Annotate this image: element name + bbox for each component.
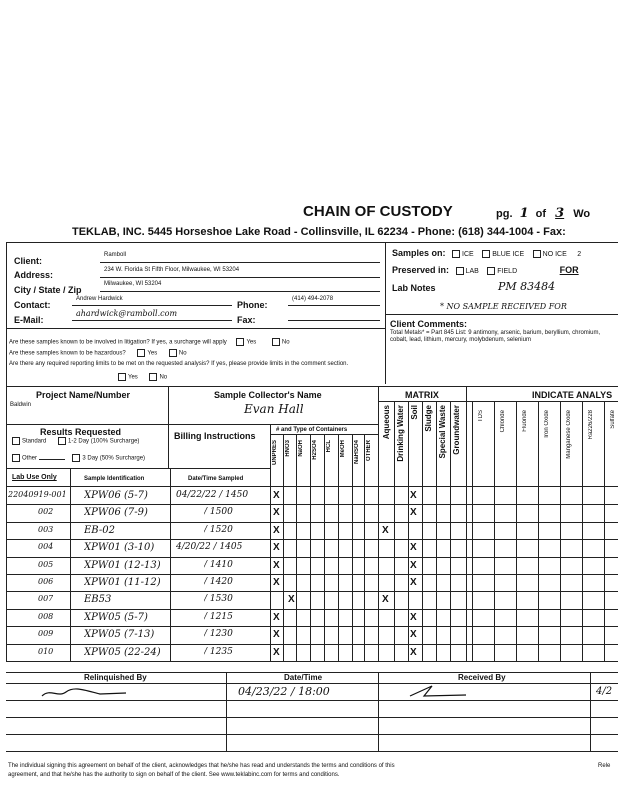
city-label: City / State / Zip [14, 285, 82, 295]
client-value[interactable]: Ramboll [104, 252, 127, 258]
sample-id[interactable]: XPW05 (7-13) [84, 629, 155, 641]
unpres-mark: X [273, 646, 280, 658]
date-time-sampled[interactable]: / 1235 [204, 646, 233, 657]
project-name-label: Project Name/Number [36, 390, 131, 400]
sample-id[interactable]: XPW05 (22-24) [84, 646, 161, 658]
project-name-value[interactable]: Baldwin [10, 402, 32, 408]
matrix-mark: X [410, 542, 417, 554]
analysis-label: INDICATE ANALYS [532, 390, 613, 400]
litigation-yes-checkbox[interactable] [236, 338, 244, 346]
matrix-mark: X [382, 594, 389, 606]
matrix-mark: X [382, 524, 389, 536]
other-option: Other 3 Day (50% Surcharge) [12, 454, 145, 463]
lab-notes-handwriting-2: * NO SAMPLE RECEIVED FOR [440, 302, 567, 311]
lab-id[interactable]: 008 [38, 611, 54, 621]
litigation-no-checkbox[interactable] [272, 338, 280, 346]
date-time-sampled[interactable]: / 1230 [204, 629, 233, 640]
analysis-col-fluoride: Fluoride [522, 410, 528, 432]
lab-id[interactable]: 010 [38, 646, 54, 656]
date-time-sampled[interactable]: / 1215 [204, 611, 233, 622]
samples-on-row: Samples on: ICE BLUE ICE NO ICE 2 [392, 248, 582, 258]
page-total-value: 3 [555, 206, 565, 221]
container-type-other: OTHER [366, 440, 372, 461]
lab-id[interactable]: 22040919-001 [8, 490, 67, 499]
sample-id[interactable]: EB-02 [84, 524, 115, 536]
matrix-label: MATRIX [405, 390, 439, 400]
footer-terms-line1: The individual signing this agreement on behalf of the client, acknowledges that he/she has read and understands the terms and conditions of this [8, 763, 395, 769]
email-label: E-Mail: [14, 315, 44, 325]
email-value[interactable]: ahardwick@ramboll.com [76, 309, 178, 318]
date-time-sampled[interactable]: / 1410 [204, 559, 233, 570]
limits-no-checkbox[interactable] [149, 373, 157, 381]
limits-options: Yes No [118, 373, 167, 382]
results-requested-label: Results Requested [40, 427, 122, 437]
date-time-sampled-header: Date/Time Sampled [188, 476, 244, 482]
matrix-mark: X [410, 490, 417, 501]
received-by-header: Received By [458, 673, 506, 682]
rush-3-day-checkbox[interactable] [72, 454, 80, 462]
matrix-col-groundwater: Groundwater [452, 405, 461, 455]
form-title: CHAIN OF CUSTODY [303, 203, 453, 220]
client-comments-text: Total Metals* = Part 845 List: 9 antimony, arsenic, barium, beryllium, chromium, cobalt, lead, lithium, mercury, molybdenum, selenium [390, 330, 601, 343]
matrix-mark: X [410, 577, 417, 588]
date-time-sampled[interactable]: / 1520 [204, 524, 233, 535]
sample-id[interactable]: XPW05 (5-7) [84, 611, 148, 623]
unpres-mark: X [273, 611, 280, 623]
billing-instructions-label: Billing Instructions [174, 431, 256, 441]
preserved-lab-checkbox[interactable] [456, 267, 464, 275]
matrix-mark: X [410, 559, 417, 571]
unpres-mark: X [273, 542, 280, 554]
standard-option: Standard 1-2 Day (100% Surcharge) [12, 437, 139, 446]
sample-id[interactable]: XPW06 (7-9) [84, 507, 148, 519]
lab-id[interactable]: 006 [38, 577, 54, 586]
ice-checkbox[interactable] [452, 250, 460, 258]
sample-id[interactable]: XPW01 (11-12) [84, 577, 161, 588]
sample-id[interactable]: EB53 [84, 594, 112, 606]
collector-label: Sample Collector's Name [214, 390, 322, 400]
date-time-sampled[interactable]: / 1500 [204, 507, 233, 518]
sample-id[interactable]: XPW01 (12-13) [84, 559, 161, 571]
matrix-col-sludge: Sludge [424, 405, 433, 432]
matrix-col-aqueous: Aqueous [382, 405, 391, 440]
other-checkbox[interactable] [12, 454, 20, 462]
relinquished-date[interactable]: 04/23/22 / 18:00 [238, 685, 330, 698]
date-time-header: Date/Time [284, 673, 323, 682]
sample-id[interactable]: XPW01 (3-10) [84, 542, 155, 554]
page-number-label: pg. 1 of 3 Wo [496, 206, 591, 221]
collector-value[interactable]: Evan Hall [244, 402, 304, 416]
analysis-col-tds: TDS [478, 410, 484, 422]
matrix-mark: X [410, 611, 417, 623]
lab-id[interactable]: 009 [38, 629, 54, 639]
container-type-hno3: HNO3 [285, 440, 291, 457]
unpres-mark: X [273, 524, 280, 536]
contact-value[interactable]: Andrew Hardwick [76, 296, 123, 302]
container-type-unpres: UNPRES [272, 440, 278, 466]
footer-terms-line2: agreement, and that he/she has the authority to sign on behalf of the client. See www.teklabinc.com for terms and conditions. [8, 772, 340, 778]
hazard-yes-checkbox[interactable] [137, 349, 145, 357]
unpres-mark: X [273, 629, 280, 641]
lab-use-only-header: Lab Use Only [12, 474, 57, 481]
unpres-mark: X [273, 559, 280, 571]
litigation-question: Are these samples known to be involved in litigation? If yes, a surcharge will apply Yes No [9, 339, 290, 346]
preserved-field-checkbox[interactable] [487, 267, 495, 275]
analysis-col-ra226-228: Ra226/228 [588, 410, 594, 440]
lab-id[interactable]: 002 [38, 507, 54, 517]
phone-label: Phone: [237, 300, 268, 310]
received-signature [406, 682, 486, 700]
standard-checkbox[interactable] [12, 437, 20, 445]
matrix-col-soil: Soil [410, 405, 419, 420]
phone-value[interactable]: (414) 494-2078 [292, 296, 334, 302]
unpres-mark: X [273, 577, 280, 588]
company-line: TEKLAB, INC. 5445 Horseshoe Lake Road - Collinsville, IL 62234 - Phone: (618) 344-1004 - Fax: [72, 226, 566, 238]
unpres-mark: X [273, 490, 280, 501]
client-comments-label: Client Comments: [390, 319, 468, 329]
received-date[interactable]: 4/2 [596, 686, 613, 697]
container-type-hcl: HCL [326, 440, 332, 453]
analysis-col-manganese-oxide: Manganese Oxide [566, 410, 572, 459]
sample-id[interactable]: XPW06 (5-7) [84, 490, 148, 501]
client-label: Client: [14, 256, 42, 266]
footer-right: Rele [598, 763, 611, 769]
date-time-sampled[interactable]: 04/22/22 / 1450 [176, 490, 249, 500]
matrix-col-special-waste: Special Waste [438, 405, 447, 459]
city-value[interactable]: Milwaukee, WI 53204 [104, 281, 162, 287]
containers-label: # and Type of Containers [276, 427, 348, 433]
address-value[interactable]: 234 W. Florida St Fifth Floor, Milwaukee, WI 53204 [104, 267, 240, 273]
no-ice-checkbox[interactable] [533, 250, 541, 258]
unpres-mark: X [288, 594, 295, 606]
analysis-col-iron-oxide: Iron Oxide [544, 410, 550, 438]
date-time-sampled[interactable]: / 1420 [204, 577, 233, 587]
hazard-question: Are these samples known to be hazardous? Yes No [9, 350, 187, 357]
matrix-mark: X [410, 646, 417, 658]
rush-1-2-day-checkbox[interactable] [58, 437, 66, 445]
lab-id[interactable]: 005 [38, 559, 54, 569]
lab-id[interactable]: 003 [38, 524, 54, 534]
matrix-mark: X [410, 507, 417, 519]
contact-label: Contact: [14, 300, 51, 310]
date-time-sampled[interactable]: / 1530 [204, 594, 233, 605]
container-type-meoh: MeOH [340, 440, 346, 458]
limits-question: Are there any required reporting limits to be met on the requested analysis? If yes, please provide limits in the comment section. [9, 361, 349, 367]
preserved-row: Preserved in: LAB FIELD FOR [392, 265, 579, 275]
lab-id[interactable]: 007 [38, 594, 54, 604]
hazard-no-checkbox[interactable] [169, 349, 177, 357]
matrix-mark: X [410, 629, 417, 641]
container-type-h2so4: H2SO4 [312, 440, 318, 460]
relinquished-signature [40, 684, 130, 700]
relinquished-by-header: Relinquished By [84, 673, 147, 682]
container-type-nahso4: NaHSO4 [354, 440, 360, 465]
sample-id-header: Sample Identification [84, 476, 145, 482]
container-type-naoh: NaOH [298, 440, 304, 457]
address-label: Address: [14, 270, 54, 280]
blue-ice-checkbox[interactable] [482, 250, 490, 258]
analysis-col-chloride: Chloride [500, 410, 506, 433]
analysis-col-sulfate: Sulfate [610, 410, 616, 429]
limits-yes-checkbox[interactable] [118, 373, 126, 381]
lab-notes-handwriting-1: PM 83484 [498, 280, 556, 293]
unpres-mark: X [273, 507, 280, 519]
lab-notes-label: Lab Notes [392, 283, 436, 293]
fax-label: Fax: [237, 315, 256, 325]
page-number-value: 1 [519, 206, 529, 221]
date-time-sampled[interactable]: 4/20/22 / 1405 [176, 542, 243, 553]
lab-id[interactable]: 004 [38, 542, 54, 552]
matrix-col-drinking-water: Drinking Water [396, 405, 405, 462]
